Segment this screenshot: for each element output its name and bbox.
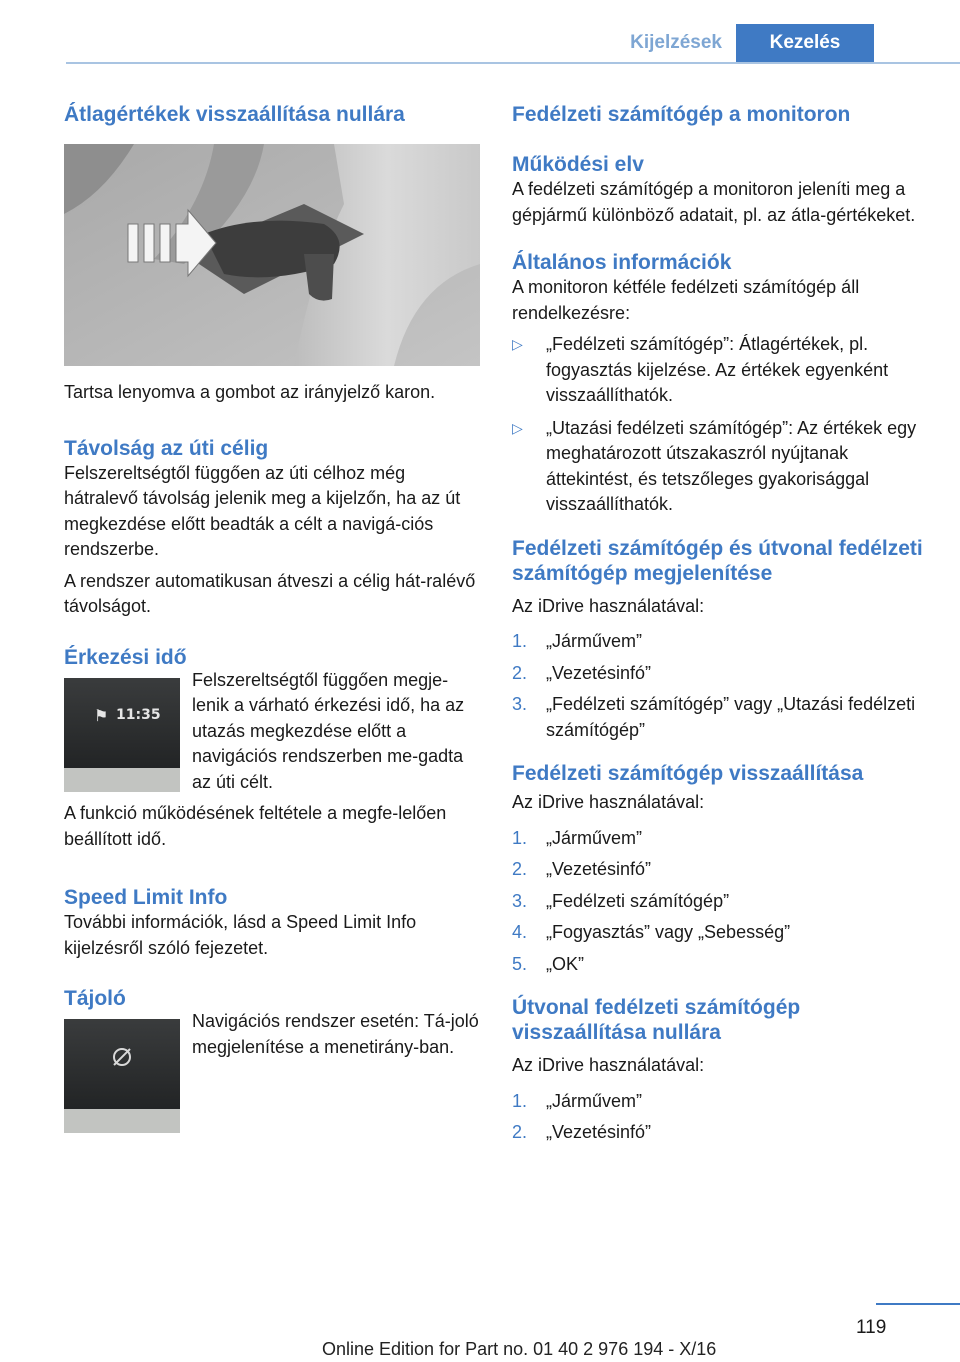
list-item: ▷ „Fedélzeti számítógép”: Átlagértékek, pl. fogyasztás kijelzése. Az értékek egyenként visszaállíthatók. [512, 334, 889, 405]
speed-limit-text: További információk, lásd a Speed Limit Info kijelzésről szóló fejezetet. [64, 912, 417, 958]
list-item: 1. „Járművem” [512, 1090, 643, 1111]
compass-heading: Tájoló [64, 987, 126, 1010]
right-column [512, 102, 932, 1152]
arrival-text: Felszereltségtől függően megje‐lenik a várható érkezési idő, ha az utazás megkezdése előtt a navigációs rendszerben me‐gadta az úti célt. [192, 669, 465, 792]
list-item: 4. „Fogyasztás” vagy „Sebesség” [512, 922, 791, 942]
trip-reset-heading: Útvonal fedélzeti számítógép visszaállítása nullára [512, 996, 801, 1044]
principle-heading: Működési elv [512, 153, 644, 176]
turn-signal-lever-image [64, 144, 480, 366]
tab-kezeles[interactable]: Kezelés [736, 24, 874, 62]
general-heading: Általános információk [512, 251, 732, 274]
distance-paragraph-1: Felszereltségtől függően az úti célhoz még hátralevő távolság jelenik meg a kijelzőn, ha az út megkezdése előtt beadták a célt a navigá‐ciós rendszerbe. [64, 462, 461, 559]
list-item: 2. „Vezetésinfó” [512, 1122, 652, 1142]
lever-illustration [64, 144, 480, 366]
reset-heading: Fedélzeti számítógép visszaállítása [512, 762, 864, 785]
left-column [64, 102, 482, 1133]
flag-icon: ⚑ [94, 707, 109, 725]
list-item: 1. „Járművem” [512, 827, 643, 848]
list-item: 3. „Fedélzeti számítógép” [512, 890, 730, 911]
arrival-row [64, 670, 482, 796]
arrival-time-display: 11:35 [116, 706, 161, 723]
lever-caption: Tartsa lenyomva a gombot az irányjelző karon. [64, 382, 436, 402]
display-heading: Fedélzeti számítógép és útvonal fedélzeti számítógép megjelenítése [512, 536, 923, 585]
compass-icon [64, 1019, 180, 1109]
compass-row [64, 1011, 482, 1133]
reset-averages-heading: Átlagértékek visszaállítása nullára [64, 103, 405, 126]
page-number: 119 [856, 1317, 887, 1338]
idrive-text-3: Az iDrive használatával: [512, 1055, 705, 1075]
triangle-bullet-icon: ▷ [512, 336, 523, 352]
tab-kijelzesek[interactable]: Kijelzések [604, 24, 736, 62]
arrival-heading: Érkezési idő [64, 645, 187, 669]
footer-divider [876, 1303, 960, 1305]
header-tabs [604, 24, 874, 62]
list-item: ▷ „Utazási fedélzeti számítógép”: Az értékek egy meghatározott útszakaszról nyújtanak áttekintést, és tetszőleges gyakorisággal visszaállíthatók. [512, 417, 917, 514]
list-item: 1. „Járművem” [512, 631, 643, 651]
monitor-heading: Fedélzeti számítógép a monitoron [512, 103, 851, 126]
display-steps [512, 629, 932, 743]
header-divider [66, 62, 960, 64]
list-item: 3. „Fedélzeti számítógép” vagy „Utazási fedélzeti számítógép” [512, 694, 916, 740]
reset-steps [512, 826, 932, 978]
principle-text: A fedélzeti számítógép a monitoron jeleníti meg a gépjármű különböző adatait, pl. az átla‐gértékeket. [512, 179, 916, 225]
general-text: A monitoron kétféle fedélzeti számítógép áll rendelkezésre: [512, 277, 860, 323]
compass-image [64, 1019, 180, 1133]
idrive-text-1: Az iDrive használatával: [512, 595, 705, 616]
trip-steps [512, 1089, 932, 1146]
distance-heading: Távolság az úti célig [64, 436, 269, 460]
list-item: 2. „Vezetésinfó” [512, 662, 652, 683]
list-item: 2. „Vezetésinfó” [512, 859, 652, 879]
speed-limit-heading: Speed Limit Info [64, 886, 228, 909]
distance-paragraph-2: A rendszer automatikusan átveszi a célig hát‐ralévő távolságot. [64, 570, 476, 616]
idrive-text-2: Az iDrive használatával: [512, 792, 705, 812]
arrival-paragraph-2: A funkció működésének feltétele a megfe‐lelően beállított idő. [64, 803, 447, 849]
edition-footer: Online Edition for Part no. 01 40 2 976 194 - X/16 [322, 1339, 717, 1359]
compass-text: Navigációs rendszer esetén: Tá‐joló megjelenítése a menetirány‐ban. [192, 1011, 479, 1057]
arrival-time-image [64, 678, 180, 796]
general-list [512, 332, 932, 518]
list-item: 5. „OK” [512, 953, 584, 974]
triangle-bullet-icon: ▷ [512, 419, 523, 436]
